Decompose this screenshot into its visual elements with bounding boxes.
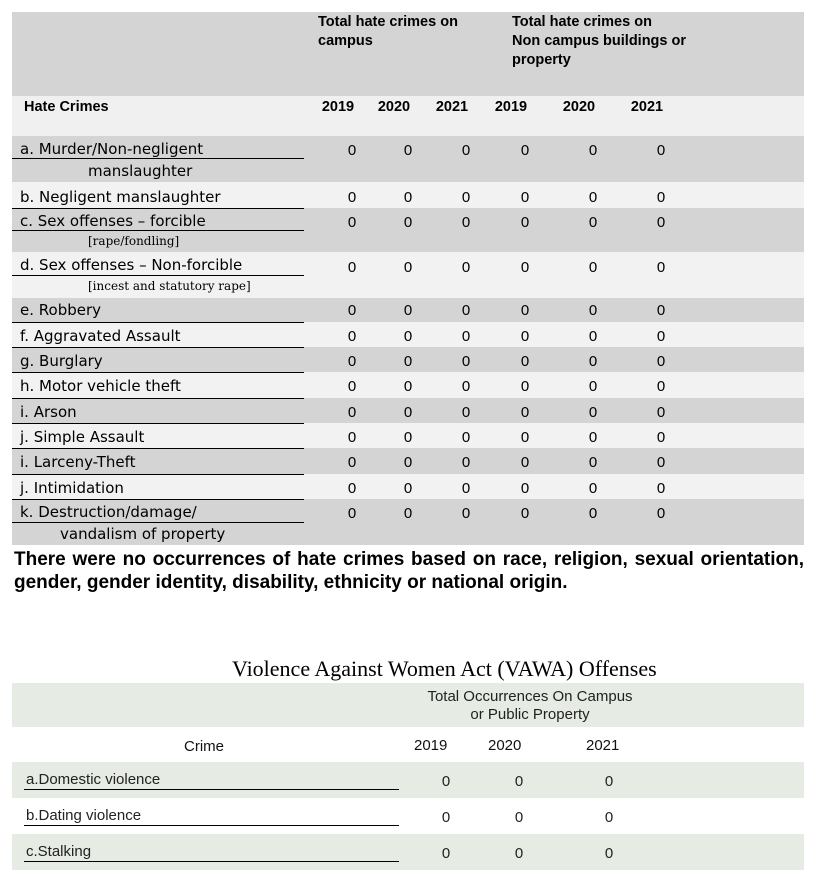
year-header: 2020 [488, 737, 522, 754]
row-sublabel: [incest and statutory rape] [88, 279, 251, 293]
cell-value: 0 [403, 404, 413, 421]
row-rule [12, 423, 304, 424]
cell-value: 0 [403, 429, 413, 446]
cell-value: 0 [656, 142, 666, 159]
table-row [12, 372, 804, 398]
row-label: j. Simple Assault [20, 428, 145, 446]
row-label: i. Larceny-Theft [20, 453, 136, 471]
hate-crimes-column-header: Hate Crimes [24, 99, 109, 115]
row-sublabel: [rape/fondling] [88, 234, 180, 248]
table-row [12, 347, 804, 372]
cell-value: 0 [441, 773, 451, 790]
year-header: 2021 [630, 99, 664, 115]
row-rule [12, 448, 304, 449]
cell-value: 0 [656, 454, 666, 471]
cell-value: 0 [588, 505, 598, 522]
cell-value: 0 [347, 353, 357, 370]
year-header: 2020 [377, 99, 411, 115]
cell-value: 0 [461, 214, 471, 231]
table-row [12, 136, 804, 182]
cell-value: 0 [656, 214, 666, 231]
row-label-continued: vandalism of property [60, 525, 226, 543]
row-label: a. Murder/Non-negligent [20, 140, 204, 158]
row-label: j. Intimidation [20, 479, 124, 497]
row-label: g. Burglary [20, 352, 103, 370]
row-label-continued: manslaughter [88, 162, 193, 180]
row-rule [12, 522, 304, 523]
cell-value: 0 [520, 429, 530, 446]
row-label: b.Dating violence [26, 807, 142, 824]
cell-value: 0 [588, 142, 598, 159]
cell-value: 0 [347, 189, 357, 206]
cell-value: 0 [461, 142, 471, 159]
row-rule [12, 499, 304, 500]
cell-value: 0 [588, 302, 598, 319]
cell-value: 0 [588, 378, 598, 395]
cell-value: 0 [520, 404, 530, 421]
cell-value: 0 [656, 404, 666, 421]
cell-value: 0 [520, 302, 530, 319]
cell-value: 0 [403, 189, 413, 206]
row-rule [12, 158, 304, 159]
table-row [12, 762, 804, 798]
cell-value: 0 [520, 328, 530, 345]
row-rule [12, 275, 304, 276]
cell-value: 0 [461, 328, 471, 345]
cell-value: 0 [520, 259, 530, 276]
cell-value: 0 [604, 773, 614, 790]
cell-value: 0 [656, 189, 666, 206]
row-label: f. Aggravated Assault [20, 327, 181, 345]
group-header-noncampus: Total hate crimes on Non campus buildings or property [512, 14, 687, 68]
row-rule [12, 347, 304, 348]
table-row [12, 398, 804, 423]
cell-value: 0 [588, 429, 598, 446]
row-label: k. Destruction/damage/ [20, 503, 197, 521]
cell-value: 0 [588, 328, 598, 345]
cell-value: 0 [347, 404, 357, 421]
cell-value: 0 [403, 142, 413, 159]
cell-value: 0 [514, 845, 524, 862]
table-row [12, 423, 804, 448]
hate-crimes-note: There were no occurrences of hate crimes based on race, religion, sexual orientation, gender, gender identity, disability, ethnicity or national origin. [14, 549, 804, 593]
cell-value: 0 [347, 214, 357, 231]
cell-value: 0 [403, 259, 413, 276]
cell-value: 0 [461, 189, 471, 206]
cell-value: 0 [588, 259, 598, 276]
cell-value: 0 [656, 302, 666, 319]
cell-value: 0 [347, 378, 357, 395]
cell-value: 0 [656, 505, 666, 522]
year-header: 2021 [586, 737, 620, 754]
cell-value: 0 [441, 809, 451, 826]
cell-value: 0 [441, 845, 451, 862]
cell-value: 0 [520, 214, 530, 231]
row-rule [24, 825, 399, 826]
cell-value: 0 [520, 454, 530, 471]
cell-value: 0 [520, 142, 530, 159]
row-rule [12, 474, 304, 475]
row-rule [12, 208, 304, 209]
cell-value: 0 [461, 505, 471, 522]
table-row [12, 298, 804, 322]
row-rule [24, 861, 399, 862]
cell-value: 0 [403, 302, 413, 319]
cell-value: 0 [656, 259, 666, 276]
table-row [12, 834, 804, 870]
row-label: d. Sex offenses – Non-forcible [20, 256, 243, 274]
cell-value: 0 [461, 429, 471, 446]
cell-value: 0 [656, 328, 666, 345]
cell-value: 0 [588, 214, 598, 231]
cell-value: 0 [347, 259, 357, 276]
vawa-group-header: Total Occurrences On Campus or Public Property [427, 688, 633, 723]
cell-value: 0 [403, 214, 413, 231]
row-label: a.Domestic violence [26, 771, 161, 788]
cell-value: 0 [520, 480, 530, 497]
cell-value: 0 [461, 302, 471, 319]
row-rule [12, 398, 304, 399]
cell-value: 0 [347, 454, 357, 471]
cell-value: 0 [604, 845, 614, 862]
cell-value: 0 [656, 480, 666, 497]
row-label: i. Arson [20, 403, 77, 421]
cell-value: 0 [461, 404, 471, 421]
table-row [12, 474, 804, 499]
cell-value: 0 [403, 480, 413, 497]
cell-value: 0 [588, 404, 598, 421]
cell-value: 0 [514, 809, 524, 826]
row-rule [12, 230, 304, 231]
cell-value: 0 [403, 378, 413, 395]
cell-value: 0 [604, 809, 614, 826]
cell-value: 0 [656, 429, 666, 446]
cell-value: 0 [514, 773, 524, 790]
cell-value: 0 [347, 142, 357, 159]
row-label: b. Negligent manslaughter [20, 188, 221, 206]
year-header: 2019 [321, 99, 355, 115]
cell-value: 0 [403, 353, 413, 370]
table-row [12, 798, 804, 834]
table-row [12, 448, 804, 474]
year-header: 2019 [414, 737, 448, 754]
cell-value: 0 [461, 353, 471, 370]
cell-value: 0 [347, 505, 357, 522]
row-rule [24, 789, 399, 790]
row-label: c. Sex offenses – forcible [20, 212, 206, 230]
cell-value: 0 [403, 505, 413, 522]
table-row [12, 252, 804, 298]
group-header-campus: Total hate crimes on campus [318, 14, 458, 49]
year-header: 2020 [562, 99, 596, 115]
cell-value: 0 [520, 189, 530, 206]
cell-value: 0 [461, 454, 471, 471]
table-row [12, 322, 804, 347]
row-rule [12, 372, 304, 373]
cell-value: 0 [403, 328, 413, 345]
table-row [12, 208, 804, 252]
year-header: 2019 [494, 99, 528, 115]
row-label: e. Robbery [20, 301, 102, 319]
cell-value: 0 [461, 480, 471, 497]
cell-value: 0 [588, 353, 598, 370]
table-row [12, 499, 804, 545]
vawa-title: Violence Against Women Act (VAWA) Offenses [232, 656, 657, 681]
cell-value: 0 [656, 353, 666, 370]
cell-value: 0 [347, 480, 357, 497]
row-rule [12, 322, 304, 323]
year-header: 2021 [435, 99, 469, 115]
cell-value: 0 [347, 429, 357, 446]
cell-value: 0 [588, 189, 598, 206]
cell-value: 0 [588, 480, 598, 497]
cell-value: 0 [461, 378, 471, 395]
cell-value: 0 [520, 505, 530, 522]
row-label: c.Stalking [26, 843, 92, 860]
cell-value: 0 [347, 302, 357, 319]
cell-value: 0 [347, 328, 357, 345]
cell-value: 0 [520, 353, 530, 370]
vawa-crime-header: Crime [184, 738, 224, 755]
cell-value: 0 [403, 454, 413, 471]
cell-value: 0 [656, 378, 666, 395]
cell-value: 0 [520, 378, 530, 395]
cell-value: 0 [588, 454, 598, 471]
cell-value: 0 [461, 259, 471, 276]
row-label: h. Motor vehicle theft [20, 377, 181, 395]
table-row [12, 182, 804, 208]
